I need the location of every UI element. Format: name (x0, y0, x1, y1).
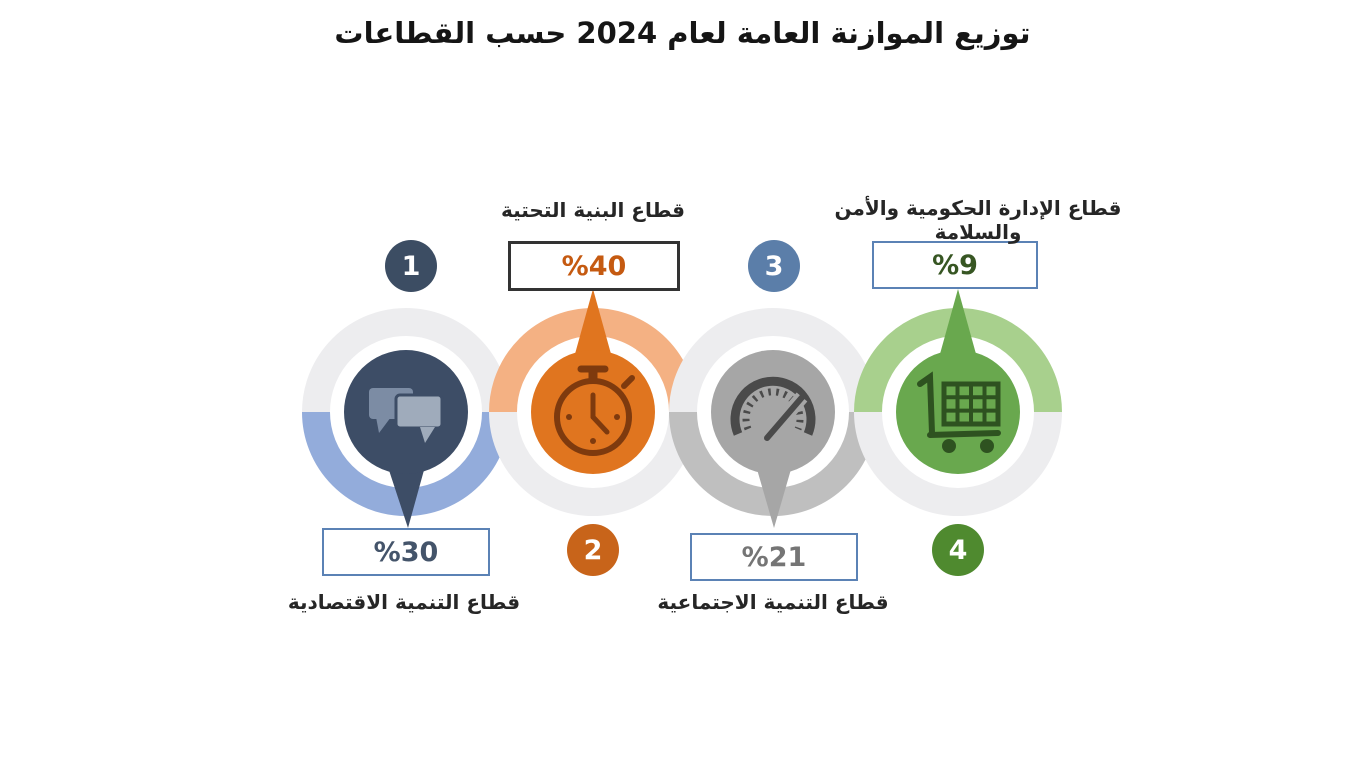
sector-3-number-badge: 3 (748, 240, 800, 292)
page-title: توزيع الموازنة العامة لعام 2024 حسب القطاعات (334, 16, 1031, 50)
sector-4-percent-box: %9 (872, 241, 1038, 289)
sector-3-ring (668, 287, 878, 537)
sector-2-percent-box: %40 (508, 241, 680, 291)
sector-1-number-badge: 1 (385, 240, 437, 292)
sector-3-label: قطاع التنمية الاجتماعية (657, 590, 889, 614)
sector-4-label: قطاع الإدارة الحكومية والأمن والسلامة (834, 196, 1122, 244)
sector-1-label: قطاع التنمية الاقتصادية (287, 590, 521, 614)
sector-2-ring (488, 287, 698, 537)
sector-4-ring (853, 287, 1063, 537)
sector-2-number-badge: 2 (567, 524, 619, 576)
sector-1-ring (301, 287, 511, 537)
sector-3-inner-circle (711, 350, 835, 474)
sector-1-percent-box: %30 (322, 528, 490, 576)
sector-4-number-badge: 4 (932, 524, 984, 576)
sector-2-label: قطاع البنية التحتية (500, 198, 686, 222)
sector-3-percent-box: %21 (690, 533, 858, 581)
